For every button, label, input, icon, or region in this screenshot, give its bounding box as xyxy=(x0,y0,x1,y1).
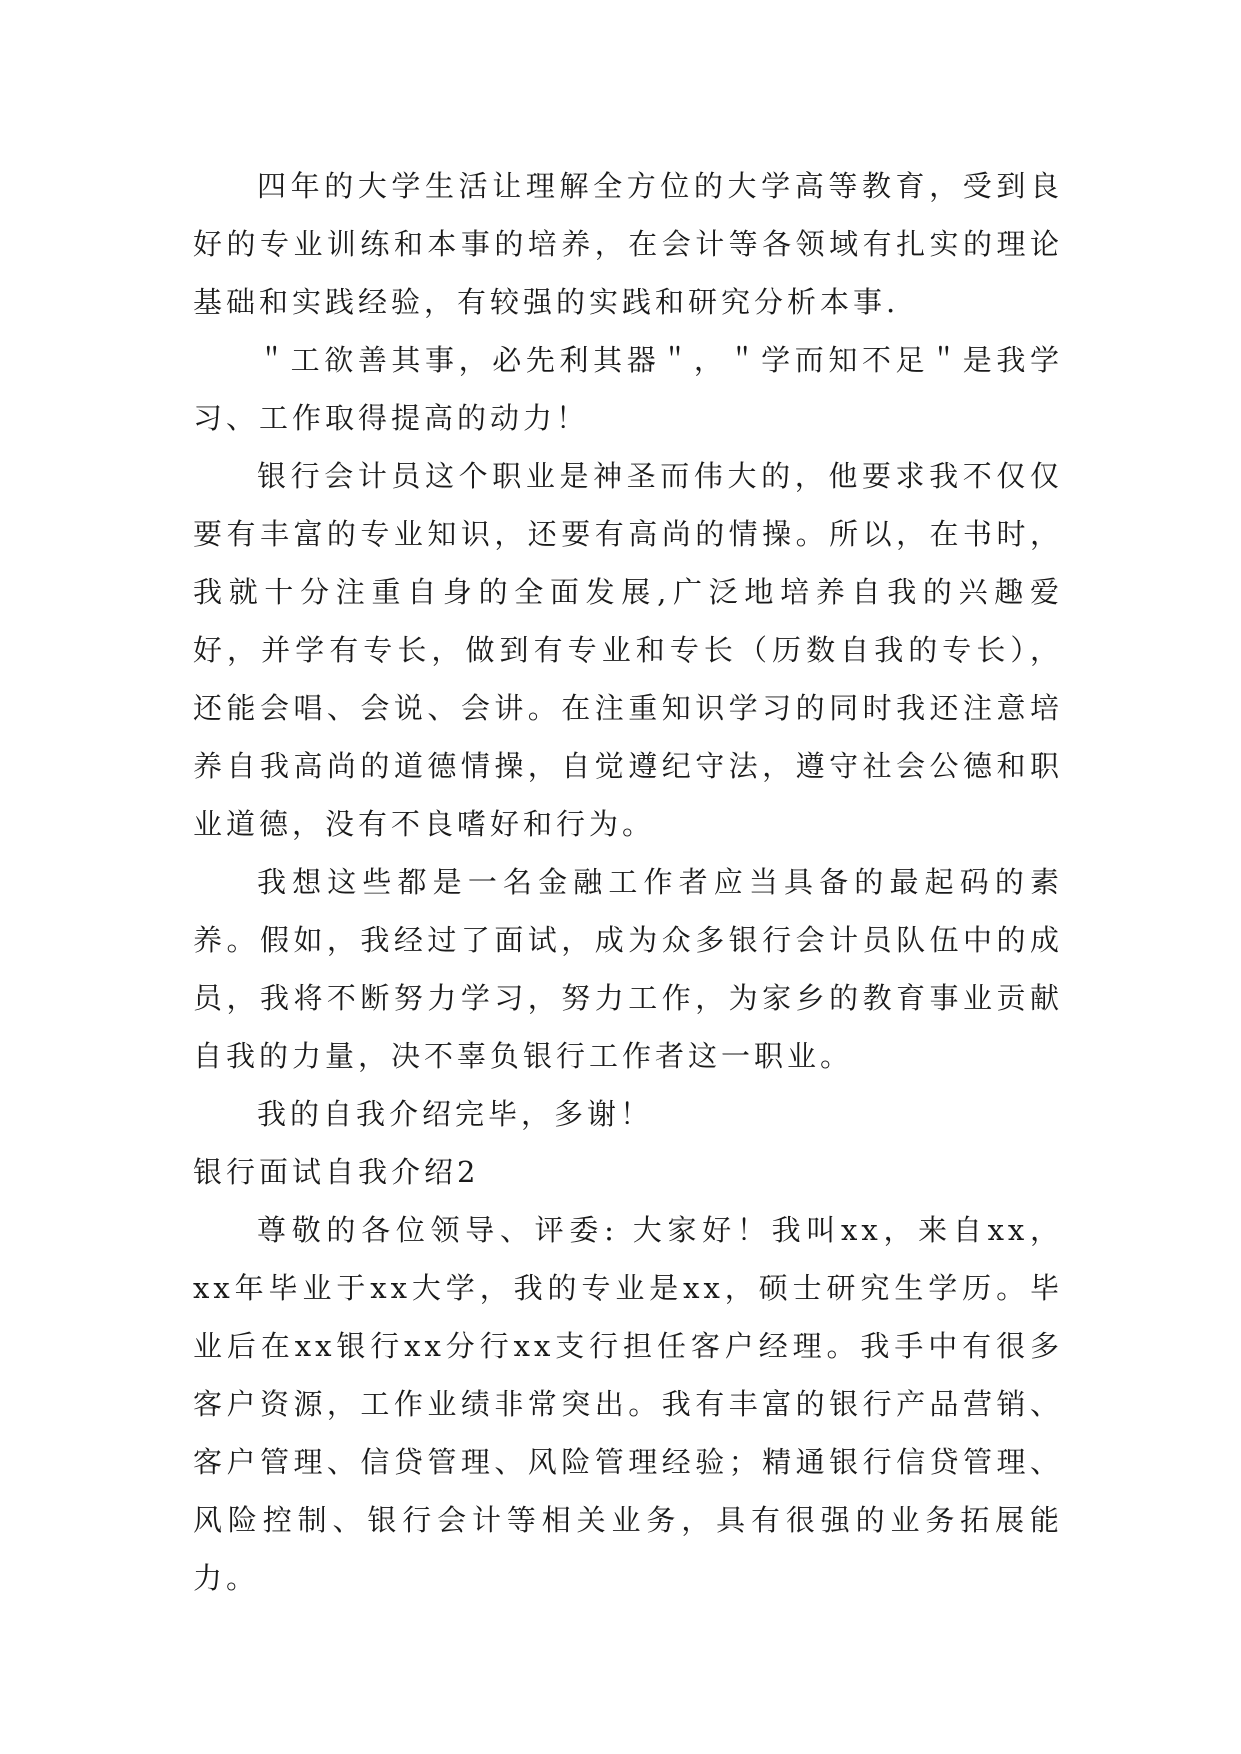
paragraph-motto: ＂工欲善其事，必先利其器＂，＂学而知不足＂是我学习、工作取得提高的动力！ xyxy=(193,343,1063,435)
paragraph-education: 四年的大学生活让理解全方位的大学高等教育，受到良好的专业训练和本事的培养，在会计等各领域有扎实的理论基础和实践经验，有较强的实践和研究分析本事. xyxy=(193,169,1063,319)
paragraph-aspiration: 我想这些都是一名金融工作者应当具备的最起码的素养。假如，我经过了面试，成为众多银行会计员队伍中的成员，我将不断努力学习，努力工作，为家乡的教育事业贡献自我的力量，决不辜负银行工作者这一职业。 xyxy=(193,865,1063,1073)
document-body xyxy=(193,157,1063,1607)
section-heading: 银行面试自我介绍2 xyxy=(193,1155,480,1189)
paragraph-profession: 银行会计员这个职业是神圣而伟大的，他要求我不仅仅要有丰富的专业知识，还要有高尚的情操。所以，在书时，我就十分注重自身的全面发展,广泛地培养自我的兴趣爱好，并学有专长，做到有专业和专长（历数自我的专长），还能会唱、会说、会讲。在注重知识学习的同时我还注意培养自我高尚的道德情操，自觉遵纪守法，遵守社会公德和职业道德，没有不良嗜好和行为。 xyxy=(193,459,1063,841)
paragraph-closing: 我的自我介绍完毕，多谢！ xyxy=(257,1097,654,1131)
paragraph-introduction-2: 尊敬的各位领导、评委: 大家好！我叫xx，来自xx，xx年毕业于xx大学，我的专业是xx，硕士研究生学历。毕业后在xx银行xx分行xx支行担任客户经理。我手中有很多客户资源，工作业绩非常突出。我有丰富的银行产品营销、客户管理、信贷管理、风险管理经验；精通银行信贷管理、风险控制、银行会计等相关业务，具有很强的业务拓展能力。 xyxy=(193,1213,1063,1595)
